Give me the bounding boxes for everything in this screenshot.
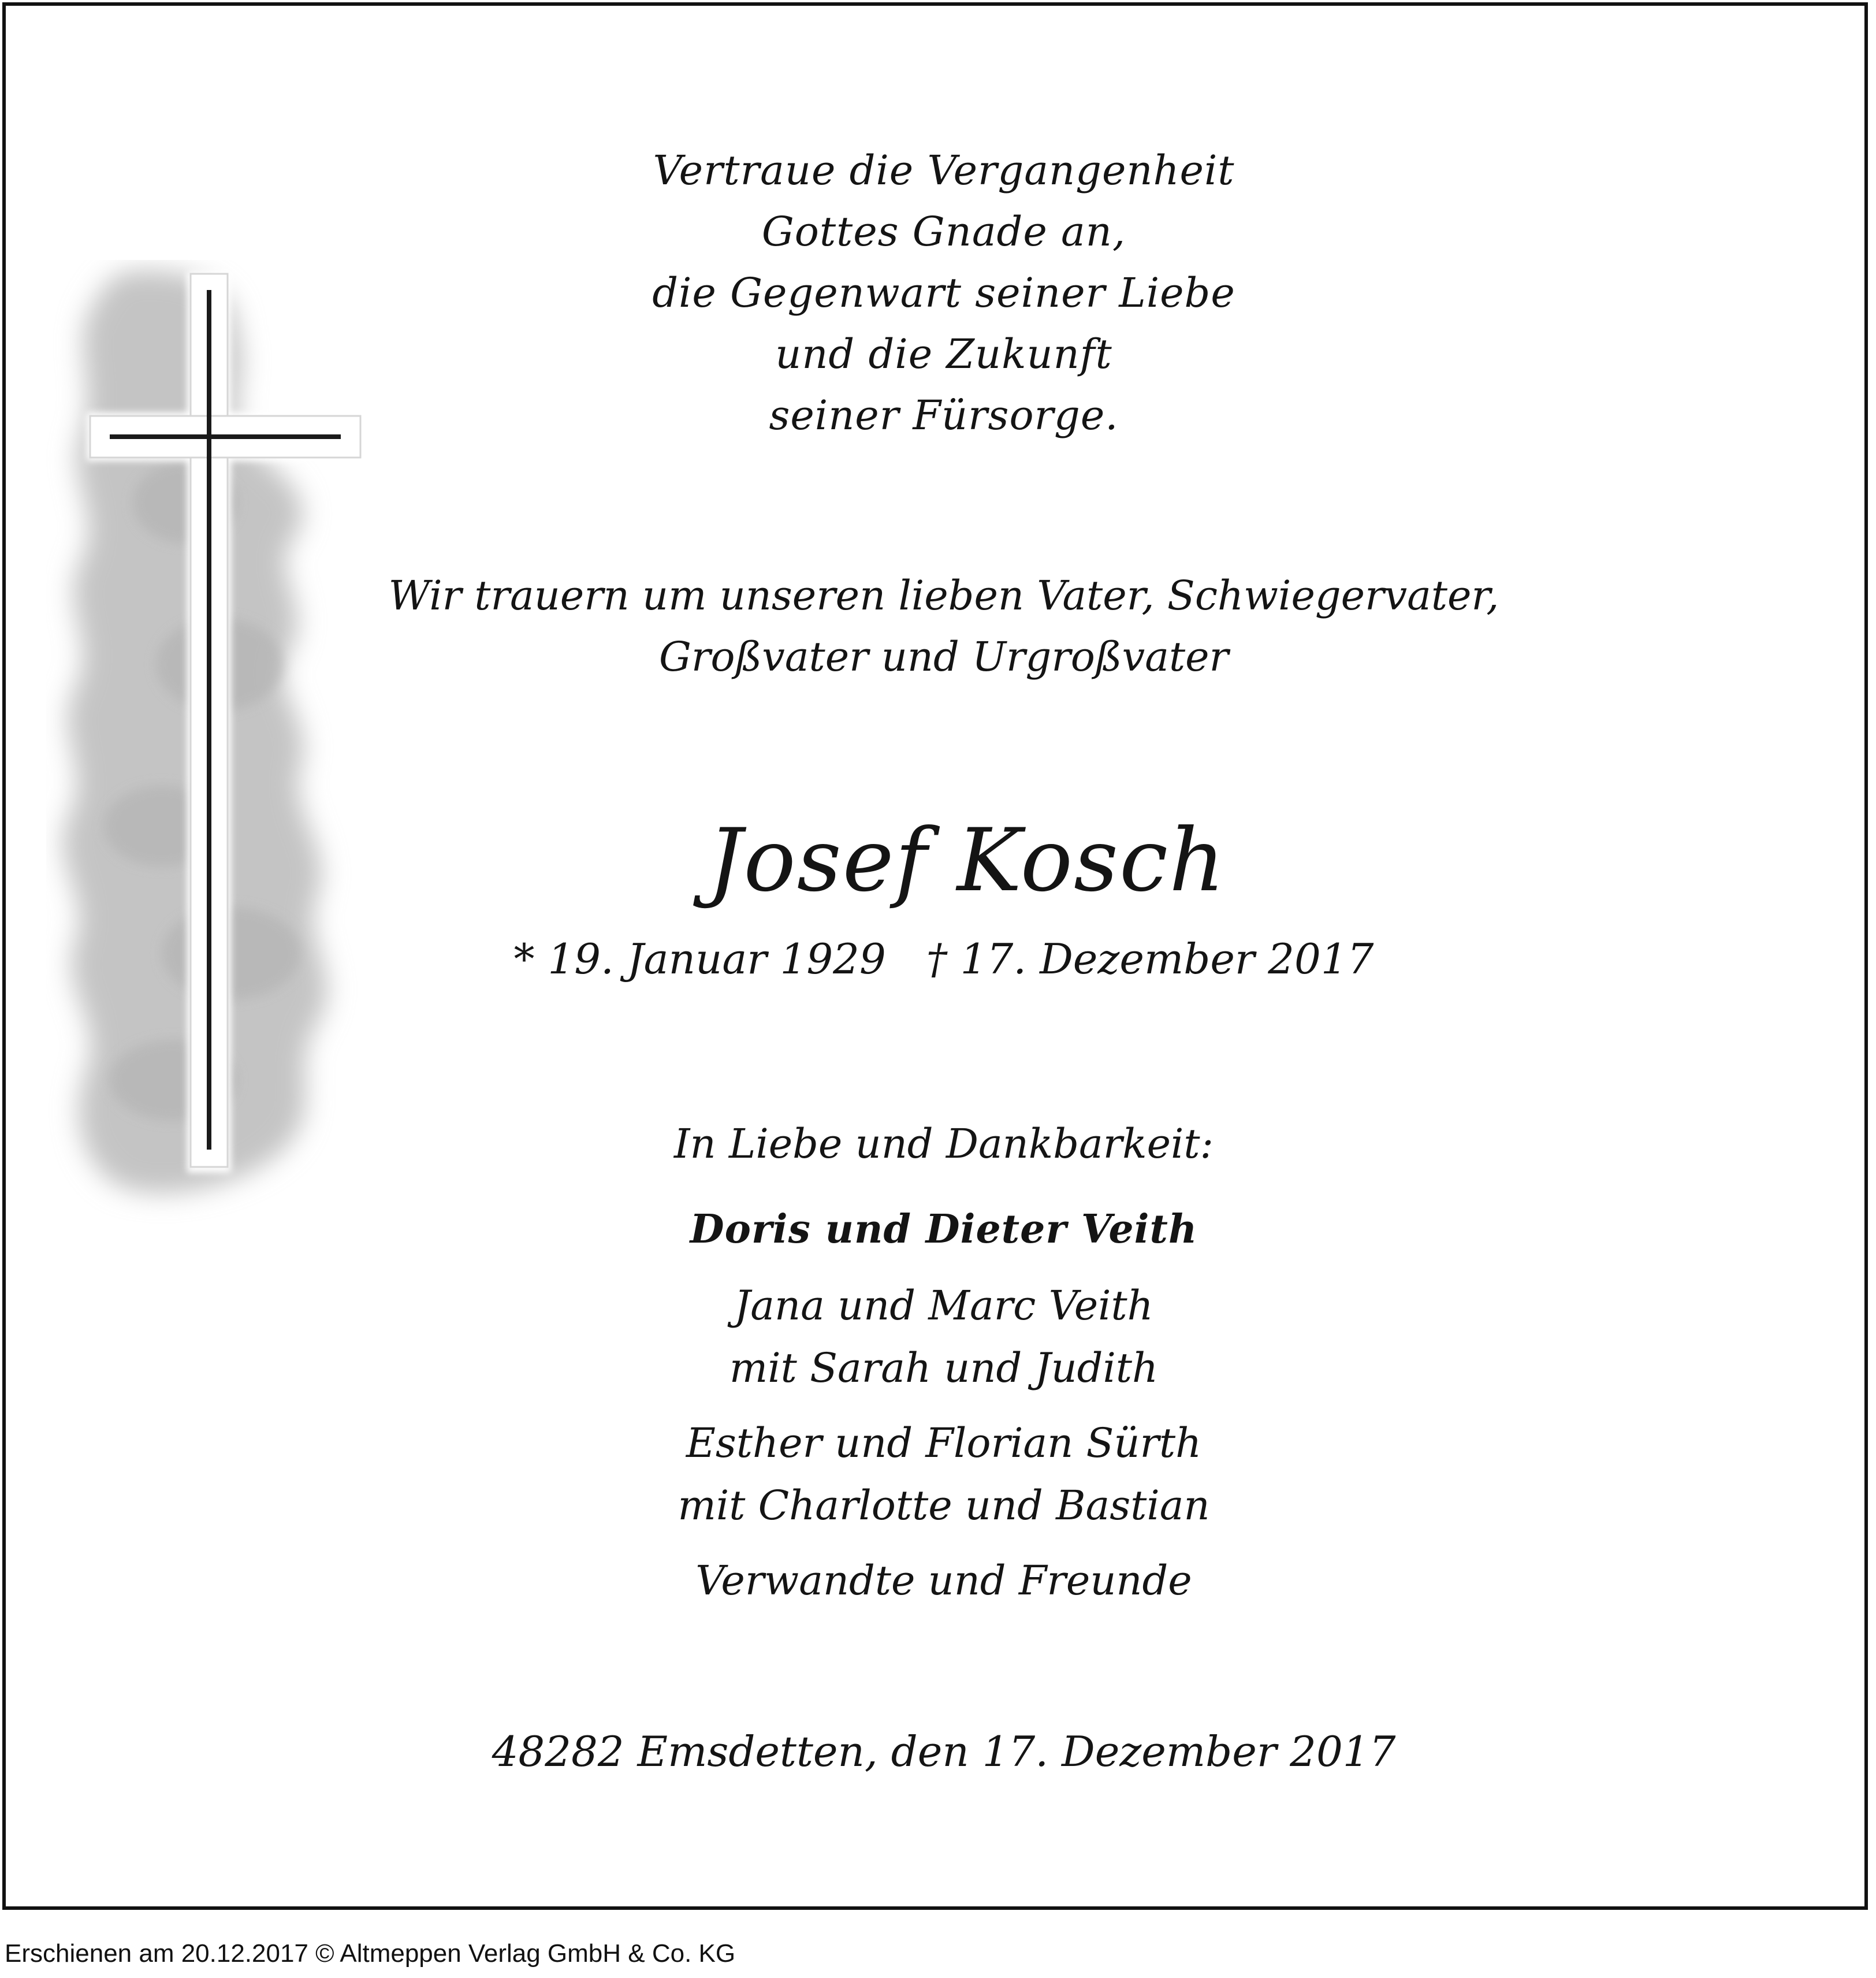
mourners-group (6, 1412, 1876, 1537)
mourners-primary: Doris und Dieter Veith (690, 1206, 1198, 1252)
mourner-line: mit Sarah und Judith (729, 1344, 1159, 1392)
death-date: † 17. Dezember 2017 (926, 935, 1374, 983)
deceased-name: Josef Kosch (708, 810, 1226, 911)
mourner-line: Jana und Marc Veith (734, 1282, 1153, 1329)
verse-line: Vertraue die Vergangenheit (653, 147, 1235, 194)
bible-verse (6, 140, 1876, 446)
verse-line: seiner Fürsorge. (769, 392, 1119, 439)
mourners-relatives: Verwandte und Freunde (695, 1557, 1192, 1604)
mourning-line: Wir trauern um unseren lieben Vater, Schwiegervater, (388, 572, 1499, 619)
mourner-line: Esther und Florian Sürth (686, 1419, 1202, 1467)
life-dates (6, 930, 1876, 988)
mourners-intro: In Liebe und Dankbarkeit: (673, 1120, 1214, 1168)
obituary-notice-frame (2, 2, 1868, 1910)
mourning-line: Großvater und Urgroßvater (659, 633, 1229, 681)
verse-line: und die Zukunft (775, 330, 1112, 378)
place-and-date: 48282 Emsdetten, den 17. Dezember 2017 (492, 1727, 1396, 1776)
verse-line: die Gegenwart seiner Liebe (652, 269, 1235, 317)
mourning-statement (6, 565, 1876, 687)
birth-date: * 19. Januar 1929 (513, 935, 886, 983)
verse-line: Gottes Gnade an, (761, 208, 1126, 255)
mourners-group (6, 1274, 1876, 1399)
publication-footer: Erschienen am 20.12.2017 © Altmeppen Verlag GmbH & Co. KG (5, 1939, 736, 1968)
mourner-line: mit Charlotte und Bastian (678, 1482, 1210, 1529)
